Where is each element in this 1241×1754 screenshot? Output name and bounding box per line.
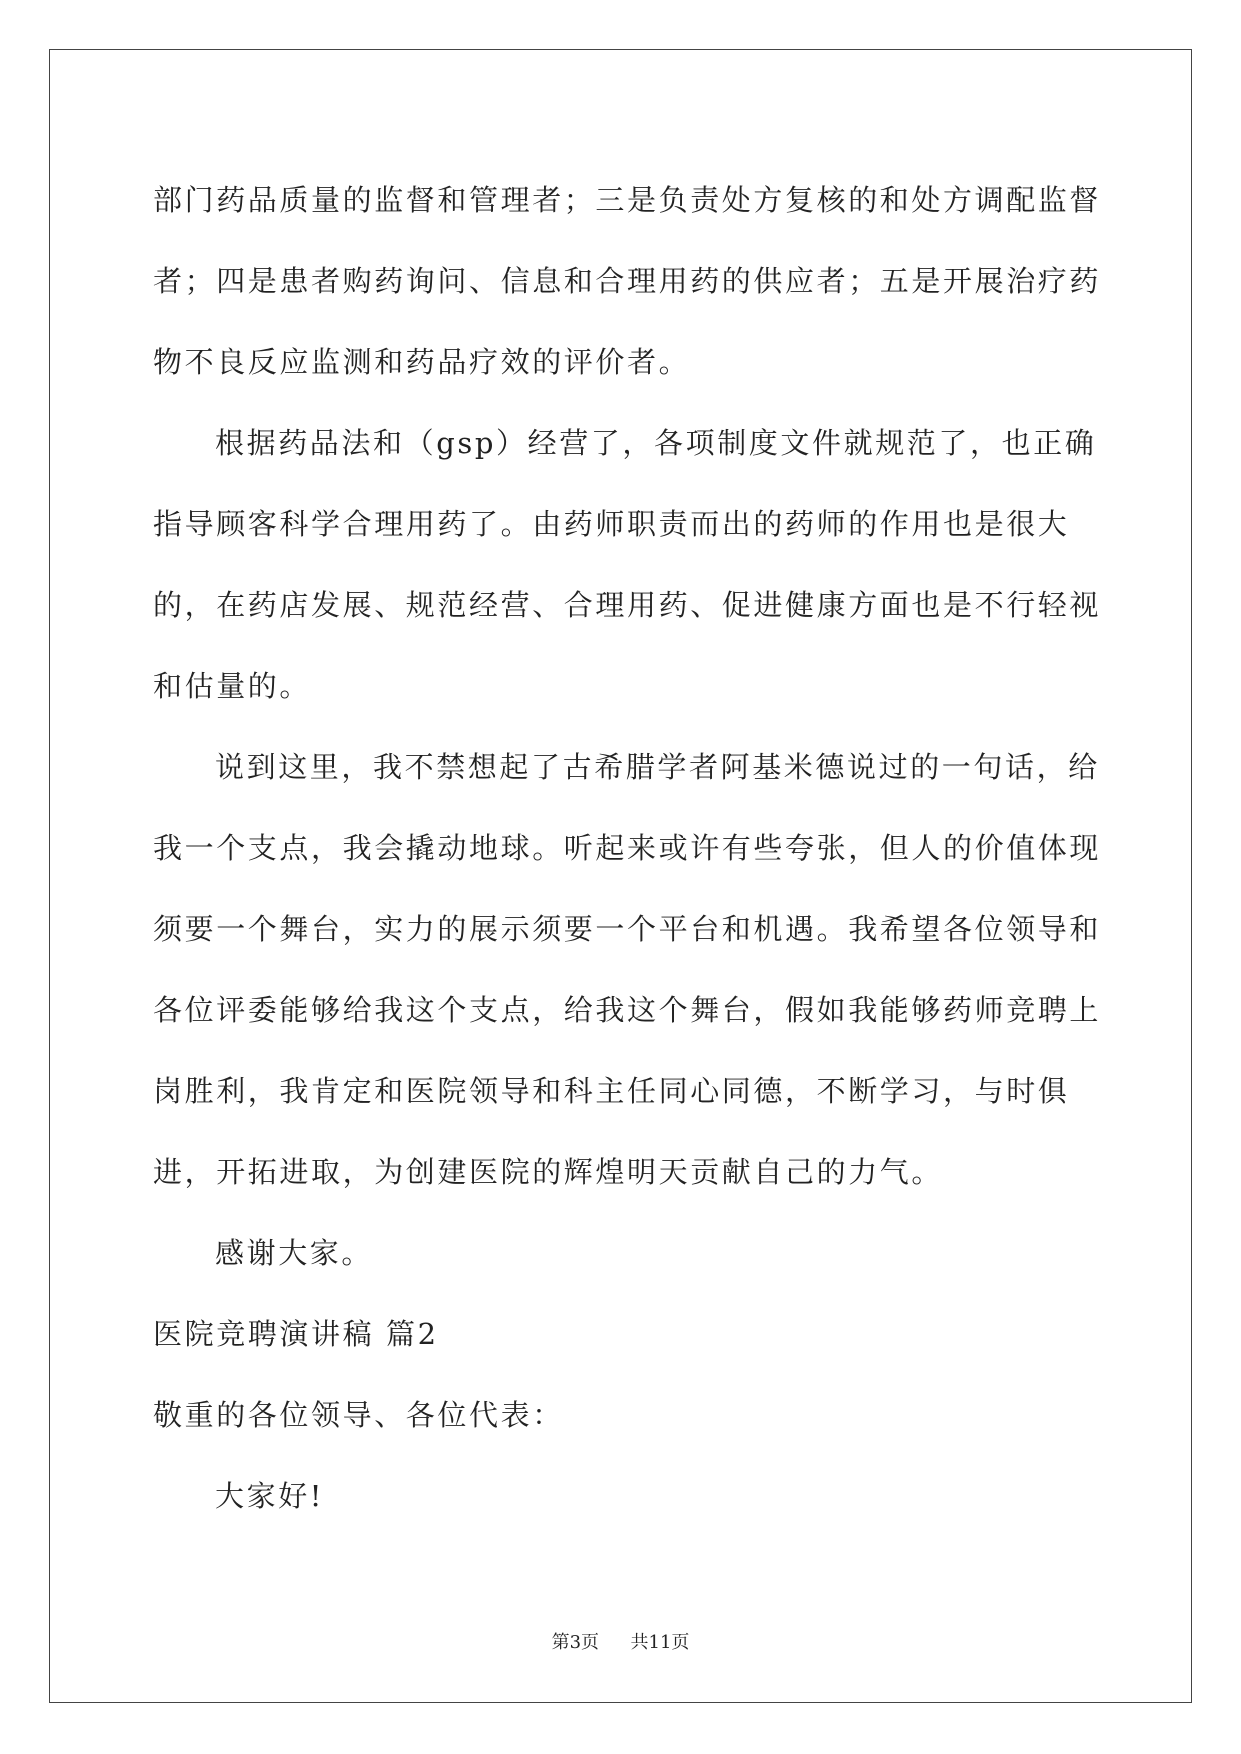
greeting: 大家好!: [215, 1479, 325, 1513]
page-footer: [0, 1628, 1241, 1654]
section-heading: 医院竞聘演讲稿 篇2: [153, 1317, 439, 1351]
page-number: 第3页: [551, 1632, 600, 1653]
salutation: 敬重的各位领导、各位代表：: [153, 1398, 564, 1432]
page-total: 共11页: [630, 1632, 690, 1653]
paragraph-continuation: 部门药品质量的监督和管理者；三是负责处方复核的和处方调配监督者；四是患者购药询问、信息和合理用药的供应者；五是开展治疗药物不良反应监测和药品疗效的评价者。: [153, 183, 1102, 379]
paragraph-gsp: 根据药品法和（gsp）经营了，各项制度文件就规范了，也正确指导顾客科学合理用药了。由药师职责而出的药师的作用也是很大的，在药店发展、规范经营、合理用药、促进健康方面也是不行轻视和估量的。: [153, 426, 1102, 703]
document-body: [153, 160, 1113, 1537]
paragraph-thanks: 感谢大家。: [215, 1236, 374, 1270]
paragraph-archimedes: 说到这里，我不禁想起了古希腊学者阿基米德说过的一句话，给我一个支点，我会撬动地球。听起来或许有些夸张，但人的价值体现须要一个舞台，实力的展示须要一个平台和机遇。我希望各位领导和各位评委能够给我这个支点，给我这个舞台，假如我能够药师竞聘上岗胜利，我肯定和医院领导和科主任同心同德，不断学习，与时俱进，开拓进取，为创建医院的辉煌明天贡献自己的力气。: [153, 750, 1102, 1189]
